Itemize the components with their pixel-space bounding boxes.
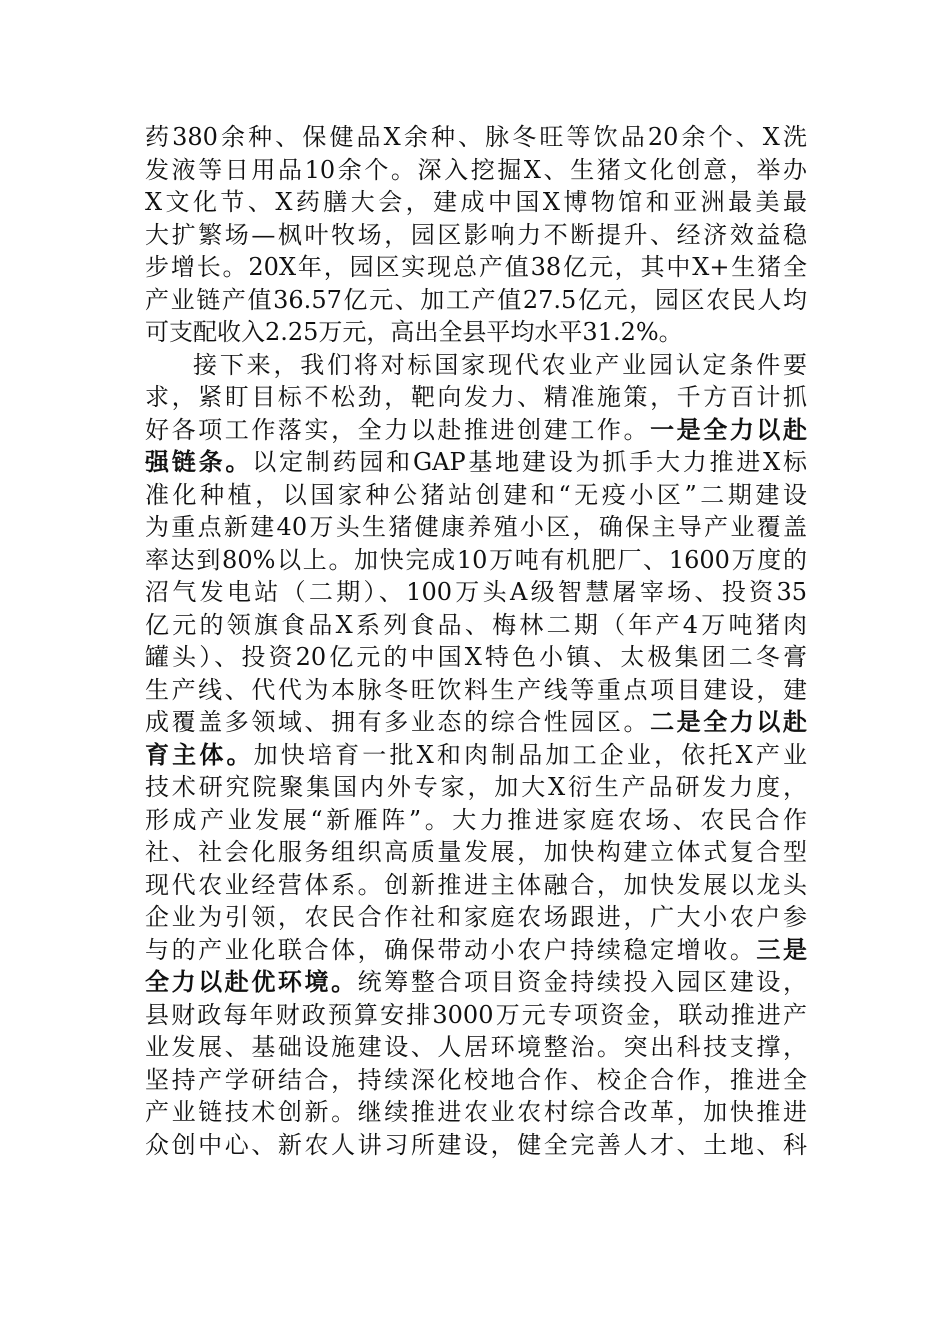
text-line: [145, 934, 807, 967]
bold-heading-run: 一是全力以赴: [650, 414, 808, 444]
text-line: [145, 446, 807, 479]
bold-heading-run: 二是全力以赴: [650, 707, 808, 736]
text-line: 企业为引领，农民合作社和家庭农场跟进，广大小农户参: [145, 903, 807, 931]
text-line: 沼气发电站（二期）、100万头A级智慧屠宰场、投资35: [145, 578, 807, 606]
text-line: X文化节、X药膳大会，建成中国X博物馆和亚洲最美最: [145, 188, 807, 216]
text-line: 药380余种、保健品X余种、脉冬旺等饮品20余个、X洗: [145, 123, 807, 151]
text-run: 好各项工作落实，全力以赴推进创建工作。: [145, 415, 651, 444]
text-line: 技术研究院聚集国内外专家，加大X衍生产品研发力度，: [145, 773, 807, 801]
paragraph-2: [145, 349, 807, 1162]
text-line: 业发展、基础设施建设、人居环境整治。突出科技支撑，: [145, 1033, 807, 1061]
text-line: 产业链技术创新。继续推进农业农村综合改革，加快推进: [145, 1098, 807, 1126]
text-line: 接下来，我们将对标国家现代农业产业园认定条件要: [193, 350, 807, 379]
bold-heading-run: 育主体。: [145, 739, 254, 769]
text-line: 罐头）、投资20亿元的中国X特色小镇、太极集团二冬膏: [145, 643, 807, 671]
text-line: 求，紧盯目标不松劲，靶向发力、精准施策，千方百计抓: [145, 383, 807, 411]
text-run: 统筹整合项目资金持续投入园区建设，: [357, 968, 808, 996]
text-line: 坚持产学研结合，持续深化校地合作、校企合作，推进全: [145, 1065, 807, 1094]
text-line: [145, 966, 807, 999]
bold-heading-run: 三是: [756, 934, 808, 964]
text-run: 以定制药园和GAP基地建设为抓手大力推进X标: [252, 448, 808, 476]
paragraph-1: [145, 121, 807, 349]
text-line: 大扩繁场—枫叶牧场，园区影响力不断提升、经济效益稳: [145, 220, 807, 249]
text-line: 形成产业发展“新雁阵”。大力推进家庭农场、农民合作: [145, 805, 807, 834]
text-line: 亿元的领旗食品X系列食品、梅林二期（年产4万吨猪肉: [145, 610, 807, 639]
text-line: 率达到80%以上。加快完成10万吨有机肥厂、1600万度的: [145, 545, 807, 574]
text-line: 产业链产值36.57亿元、加工产值27.5亿元，园区农民人均: [145, 285, 807, 314]
text-run: 与的产业化联合体，确保带动小农户持续稳定增收。: [145, 935, 757, 964]
text-line: 现代农业经营体系。创新推进主体融合，加快发展以龙头: [145, 870, 807, 899]
text-line: 为重点新建40万头生猪健康养殖小区，确保主导产业覆盖: [145, 513, 807, 541]
text-line: 县财政每年财政预算安排3000万元专项资金，联动推进产: [145, 1000, 807, 1029]
text-line: 发液等日用品10余个。深入挖掘X、生猪文化创意，举办: [145, 155, 807, 184]
text-line: 社、社会化服务组织高质量发展，加快构建立体式复合型: [145, 838, 807, 866]
text-line: [145, 739, 807, 772]
text-line: 生产线、代代为本脉冬旺饮料生产线等重点项目建设，建: [145, 675, 807, 704]
text-line: 众创中心、新农人讲习所建设，健全完善人才、土地、科: [145, 1130, 807, 1159]
bold-heading-run: 全力以赴优环境。: [145, 967, 358, 996]
text-line: [145, 414, 807, 447]
document-body: [145, 121, 807, 1161]
text-line: 步增长。20X年，园区实现总产值38亿元，其中X+生猪全: [145, 253, 807, 281]
text-run: 加快培育一批X和肉制品加工企业，依托X产业: [253, 740, 808, 769]
text-line: 可支配收入2.25万元，高出全县平均水平31.2%。: [145, 318, 683, 346]
text-run: 成覆盖多领域、拥有多业态的综合性园区。: [145, 708, 651, 736]
text-line: 准化种植，以国家种公猪站创建和“无疫小区”二期建设: [145, 480, 807, 509]
text-line: [145, 706, 807, 739]
bold-heading-run: 强链条。: [145, 447, 253, 476]
